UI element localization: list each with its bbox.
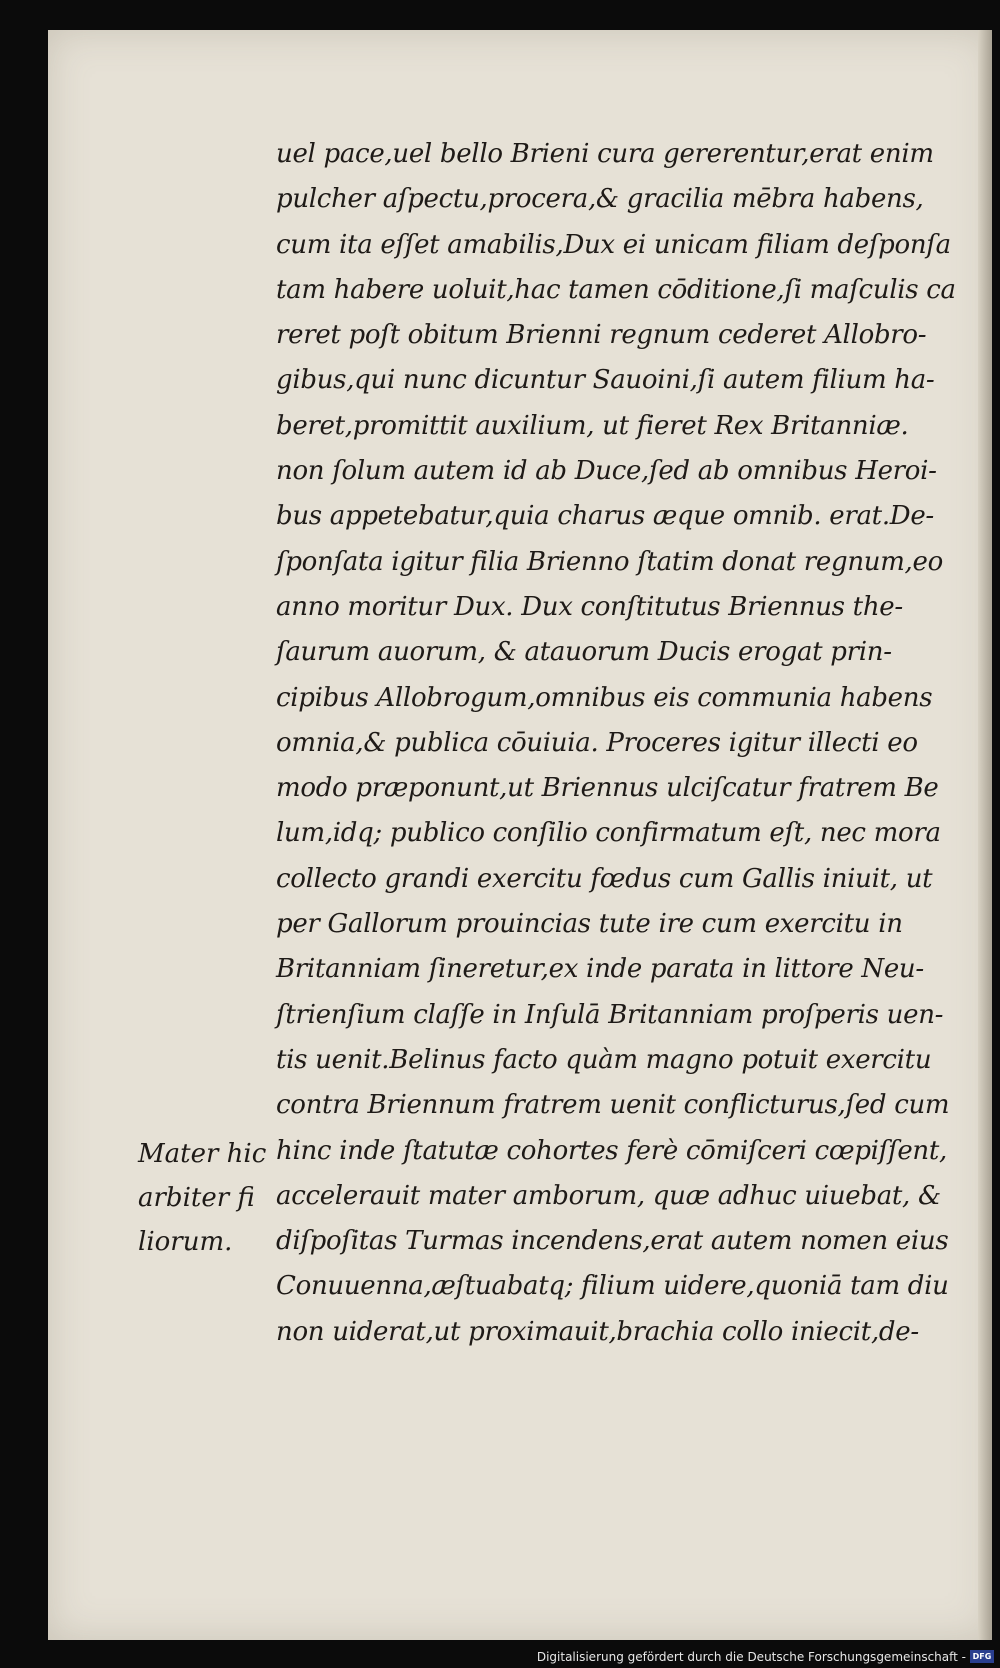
- text-line: pulcher aſpectu,procera,& gracilia mēbra habens,: [276, 184, 924, 215]
- text-line: Britanniam ſineretur,ex inde parata in littore Neu-: [276, 954, 924, 985]
- footer-bar: [0, 1644, 1000, 1668]
- text-line: ſaurum auorum, & atauorum Ducis erogat prin-: [276, 637, 892, 668]
- text-line: reret poſt obitum Brienni regnum cederet Allobro-: [276, 320, 927, 351]
- text-line: non uiderat,ut proximauit,brachia collo iniecit,de-: [276, 1316, 919, 1347]
- text-line: Conuuenna,æſtuabatq; filium uidere,quoniā tam diu: [276, 1271, 949, 1302]
- text-line: bus appetebatur,quia charus æque omnib. erat.De-: [276, 501, 934, 532]
- text-line: accelerauit mater amborum, quæ adhuc uiuebat, &: [276, 1180, 941, 1211]
- text-line: ſtrienſium claſſe in Inſulā Britanniam proſperis uen-: [276, 999, 944, 1030]
- text-line: hinc inde ſtatutæ cohortes ferè cōmiſceri cœpiſſent,: [276, 1135, 947, 1166]
- page-edge: [978, 30, 992, 1640]
- text-line: non ſolum autem id ab Duce,ſed ab omnibus Heroi-: [276, 456, 937, 487]
- text-line: modo præponunt,ut Briennus ulciſcatur fratrem Be: [276, 773, 939, 804]
- marginal-note: [138, 1132, 268, 1264]
- marginal-note-line: Mater hic: [138, 1139, 267, 1169]
- dfg-logo: DFG: [970, 1650, 994, 1663]
- main-text-block: [276, 132, 956, 1355]
- marginal-note-line: liorum.: [138, 1227, 233, 1257]
- text-line: uel pace,uel bello Brieni cura gererentur,erat enim: [276, 139, 934, 169]
- text-line: beret,promittit auxilium, ut fieret Rex Britanniæ.: [276, 410, 909, 441]
- book-page: [48, 30, 992, 1640]
- text-line: diſpoſitas Turmas incendens,erat autem nomen eius: [276, 1226, 949, 1257]
- text-line: collecto grandi exercitu fœdus cum Gallis iniuit, ut: [276, 863, 933, 894]
- text-line: lum,idq; publico conſilio confirmatum eſt, nec mora: [276, 818, 941, 849]
- text-line: tam habere uoluit,hac tamen cōditione,ſi maſculis ca: [276, 274, 956, 305]
- marginal-note-line: arbiter fi: [138, 1183, 255, 1213]
- text-line: anno moritur Dux. Dux conſtitutus Briennus the-: [276, 591, 903, 622]
- text-line: ſponſata igitur filia Brienno ſtatim donat regnum,eo: [276, 546, 943, 577]
- text-line: cum ita eſſet amabilis,Dux ei unicam filiam deſponſa: [276, 229, 951, 260]
- text-line: tis uenit.Belinus facto quàm magno potuit exercitu: [276, 1044, 932, 1075]
- text-line: per Gallorum prouincias tute ire cum exercitu in: [276, 909, 903, 940]
- text-line: gibus,qui nunc dicuntur Sauoini,ſi autem filium ha-: [276, 365, 935, 396]
- text-line: contra Briennum fratrem uenit conflicturus,ſed cum: [276, 1090, 950, 1121]
- funding-credit: Digitalisierung gefördert durch die Deutsche Forschungsgemeinschaft -: [536, 1650, 966, 1664]
- text-line: omnia,& publica cōuiuia. Proceres igitur illecti eo: [276, 727, 918, 758]
- text-line: cipibus Allobrogum,omnibus eis communia habens: [276, 682, 933, 713]
